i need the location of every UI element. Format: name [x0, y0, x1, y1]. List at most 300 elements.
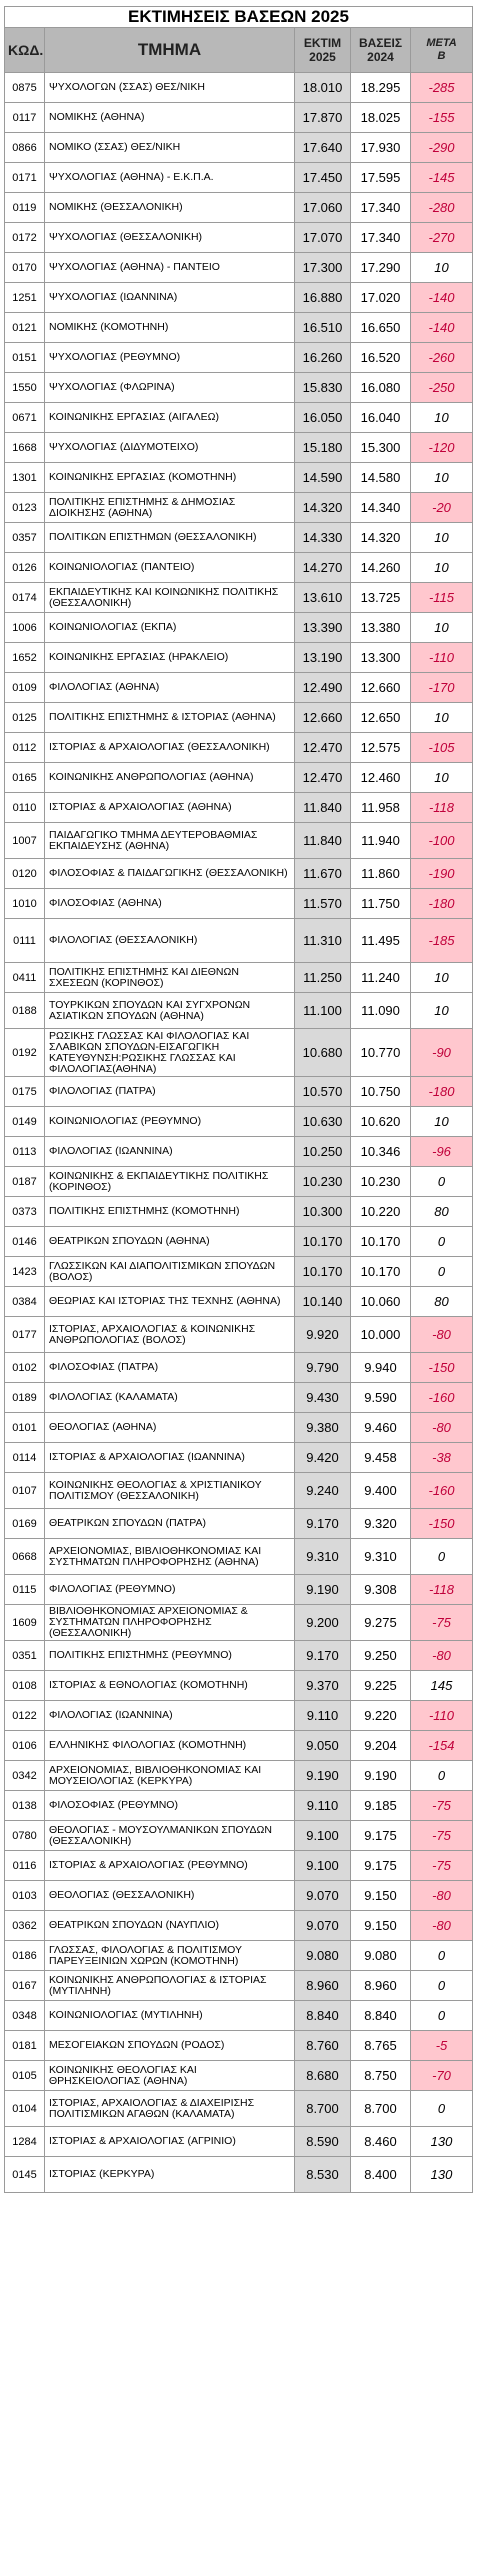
row-difference: -75 [411, 1791, 473, 1821]
row-code: 0123 [5, 493, 45, 523]
row-bases-2024: 12.460 [351, 763, 411, 793]
row-code: 0113 [5, 1137, 45, 1167]
row-difference: -105 [411, 733, 473, 763]
row-estimate-2025: 14.330 [295, 523, 351, 553]
row-bases-2024: 12.660 [351, 673, 411, 703]
row-bases-2024: 9.590 [351, 1383, 411, 1413]
row-difference: -150 [411, 1353, 473, 1383]
row-difference: -80 [411, 1911, 473, 1941]
row-difference: 10 [411, 1107, 473, 1137]
row-estimate-2025: 8.960 [295, 1971, 351, 2001]
table-row[interactable] [5, 493, 473, 523]
table-row[interactable] [5, 1941, 473, 1971]
row-department: ΘΕΑΤΡΙΚΩΝ ΣΠΟΥΔΩΝ (ΠΑΤΡΑ) [45, 1509, 295, 1539]
row-code: 0170 [5, 253, 45, 283]
row-bases-2024: 8.960 [351, 1971, 411, 2001]
row-difference: -75 [411, 1851, 473, 1881]
table-row[interactable] [5, 993, 473, 1029]
row-department: ΤΟΥΡΚΙΚΩΝ ΣΠΟΥΔΩΝ ΚΑΙ ΣΥΓΧΡΟΝΩΝ ΑΣΙΑΤΙΚΩΝ ΣΠΟΥΔΩΝ (ΑΘΗΝΑ) [45, 993, 295, 1029]
row-code: 0171 [5, 163, 45, 193]
row-estimate-2025: 12.470 [295, 763, 351, 793]
row-department: ΒΙΒΛΙΟΘΗΚΟΝΟΜΙΑΣ ΑΡΧΕΙΟΝΟΜΙΑΣ & ΣΥΣΤΗΜΑΤΩΝ ΠΛΗΡΟΦΟΡΗΣΗΣ (ΘΕΣΣΑΛΟΝΙΚΗ) [45, 1605, 295, 1641]
table-row[interactable] [5, 1851, 473, 1881]
table-row[interactable] [5, 919, 473, 963]
table-row[interactable] [5, 1605, 473, 1641]
row-code: 0866 [5, 133, 45, 163]
table-row[interactable] [5, 733, 473, 763]
table-row[interactable] [5, 1671, 473, 1701]
row-difference: -180 [411, 889, 473, 919]
row-code: 0668 [5, 1539, 45, 1575]
row-code: 0111 [5, 919, 45, 963]
table-row[interactable] [5, 1701, 473, 1731]
row-department: ΚΟΙΝΩΝΙΚΗΣ ΕΡΓΑΣΙΑΣ (ΑΙΓΑΛΕΩ) [45, 403, 295, 433]
row-estimate-2025: 16.050 [295, 403, 351, 433]
header-difference-line2: Β [437, 50, 446, 62]
row-code: 0102 [5, 1353, 45, 1383]
row-department: ΙΣΤΟΡΙΑΣ (ΚΕΡΚΥΡΑ) [45, 2157, 295, 2193]
row-department: ΦΙΛΟΣΟΦΙΑΣ (ΡΕΘΥΜΝΟ) [45, 1791, 295, 1821]
row-difference: 10 [411, 253, 473, 283]
row-estimate-2025: 17.450 [295, 163, 351, 193]
row-difference: 130 [411, 2157, 473, 2193]
row-code: 0384 [5, 1287, 45, 1317]
row-department: ΚΟΙΝΩΝΙΚΗΣ ΘΕΟΛΟΓΙΑΣ & ΧΡΙΣΤΙΑΝΙΚΟΥ ΠΟΛΙΤΙΣΜΟΥ (ΘΕΣΣΑΛΟΝΙΚΗ) [45, 1473, 295, 1509]
table-row[interactable] [5, 1137, 473, 1167]
row-code: 0174 [5, 583, 45, 613]
table-row[interactable] [5, 1197, 473, 1227]
row-department: ΨΥΧΟΛΟΓΙΑΣ (ΙΩΑΝΝΙΝΑ) [45, 283, 295, 313]
row-difference: 10 [411, 963, 473, 993]
row-estimate-2025: 8.760 [295, 2031, 351, 2061]
table-row[interactable] [5, 1107, 473, 1137]
row-code: 0175 [5, 1077, 45, 1107]
row-code: 1010 [5, 889, 45, 919]
row-estimate-2025: 8.680 [295, 2061, 351, 2091]
row-estimate-2025: 9.070 [295, 1911, 351, 1941]
table-row[interactable] [5, 283, 473, 313]
row-department: ΠΟΛΙΤΙΚΗΣ ΕΠΙΣΤΗΜΗΣ (ΡΕΘΥΜΝΟ) [45, 1641, 295, 1671]
table-row[interactable] [5, 1167, 473, 1197]
table-row[interactable] [5, 403, 473, 433]
row-estimate-2025: 10.630 [295, 1107, 351, 1137]
row-code: 0114 [5, 1443, 45, 1473]
row-difference: 80 [411, 1287, 473, 1317]
row-bases-2024: 9.190 [351, 1761, 411, 1791]
row-bases-2024: 9.175 [351, 1851, 411, 1881]
table-row[interactable] [5, 963, 473, 993]
row-estimate-2025: 15.180 [295, 433, 351, 463]
row-department: ΨΥΧΟΛΟΓΩΝ (ΣΣΑΣ) ΘΕΣ/ΝΙΚΗ [45, 73, 295, 103]
row-bases-2024: 9.275 [351, 1605, 411, 1641]
row-department: ΚΟΙΝΩΝΙΚΗΣ ΘΕΟΛΟΓΙΑΣ ΚΑΙ ΘΡΗΣΚΕΙΟΛΟΓΙΑΣ (ΑΘΗΝΑ) [45, 2061, 295, 2091]
row-estimate-2025: 10.170 [295, 1257, 351, 1287]
header-code[interactable]: ΚΩΔ. [5, 28, 45, 73]
row-estimate-2025: 9.370 [295, 1671, 351, 1701]
row-code: 0108 [5, 1671, 45, 1701]
row-estimate-2025: 9.430 [295, 1383, 351, 1413]
row-difference: 10 [411, 613, 473, 643]
table-row[interactable] [5, 1575, 473, 1605]
row-code: 0145 [5, 2157, 45, 2193]
row-code: 0362 [5, 1911, 45, 1941]
table-row[interactable] [5, 73, 473, 103]
row-code: 0120 [5, 859, 45, 889]
table-row[interactable] [5, 1227, 473, 1257]
row-code: 0172 [5, 223, 45, 253]
row-bases-2024: 11.940 [351, 823, 411, 859]
table-row[interactable] [5, 703, 473, 733]
table-row[interactable] [5, 823, 473, 859]
table-row[interactable] [5, 1791, 473, 1821]
row-code: 0119 [5, 193, 45, 223]
table-row[interactable] [5, 103, 473, 133]
table-row[interactable] [5, 1509, 473, 1539]
row-bases-2024: 10.750 [351, 1077, 411, 1107]
row-code: 0177 [5, 1317, 45, 1353]
table-row[interactable] [5, 2061, 473, 2091]
row-difference: -180 [411, 1077, 473, 1107]
table-row[interactable] [5, 523, 473, 553]
row-bases-2024: 8.400 [351, 2157, 411, 2193]
row-department: ΨΥΧΟΛΟΓΙΑΣ (ΔΙΔΥΜΟΤΕΙΧΟ) [45, 433, 295, 463]
row-estimate-2025: 9.170 [295, 1509, 351, 1539]
row-department: ΙΣΤΟΡΙΑΣ, ΑΡΧΑΙΟΛΟΓΙΑΣ & ΚΟΙΝΩΝΙΚΗΣ ΑΝΘΡΩΠΟΛΟΓΙΑΣ (ΒΟΛΟΣ) [45, 1317, 295, 1353]
row-difference: 10 [411, 763, 473, 793]
table-row[interactable] [5, 2091, 473, 2127]
row-bases-2024: 12.575 [351, 733, 411, 763]
table-row[interactable] [5, 1881, 473, 1911]
row-estimate-2025: 13.390 [295, 613, 351, 643]
row-department: ΨΥΧΟΛΟΓΙΑΣ (ΘΕΣΣΑΛΟΝΙΚΗ) [45, 223, 295, 253]
table-row[interactable] [5, 1029, 473, 1077]
row-difference: -260 [411, 343, 473, 373]
header-estimate-2025[interactable] [295, 28, 351, 73]
table-row[interactable] [5, 2001, 473, 2031]
estimates-table [4, 6, 473, 2193]
row-code: 0103 [5, 1881, 45, 1911]
table-row[interactable] [5, 1821, 473, 1851]
row-code: 0138 [5, 1791, 45, 1821]
row-code: 0126 [5, 553, 45, 583]
row-estimate-2025: 11.250 [295, 963, 351, 993]
row-department: ΚΟΙΝΩΝΙΚΗΣ ΕΡΓΑΣΙΑΣ (ΚΟΜΟΤΗΝΗ) [45, 463, 295, 493]
estimates-sheet [4, 6, 472, 2193]
row-department: ΠΟΛΙΤΙΚΩΝ ΕΠΙΣΤΗΜΩΝ (ΘΕΣΣΑΛΟΝΙΚΗ) [45, 523, 295, 553]
row-department: ΦΙΛΟΛΟΓΙΑΣ (ΑΘΗΝΑ) [45, 673, 295, 703]
row-department: ΨΥΧΟΛΟΓΙΑΣ (ΦΛΩΡΙΝΑ) [45, 373, 295, 403]
row-difference: 0 [411, 1539, 473, 1575]
row-bases-2024: 17.340 [351, 223, 411, 253]
row-difference: 0 [411, 1761, 473, 1791]
row-department: ΘΕΑΤΡΙΚΩΝ ΣΠΟΥΔΩΝ (ΝΑΥΠΛΙΟ) [45, 1911, 295, 1941]
row-estimate-2025: 9.110 [295, 1701, 351, 1731]
row-department: ΓΛΩΣΣΙΚΩΝ ΚΑΙ ΔΙΑΠΟΛΙΤΙΣΜΙΚΩΝ ΣΠΟΥΔΩΝ (ΒΟΛΟΣ) [45, 1257, 295, 1287]
table-row[interactable] [5, 193, 473, 223]
row-bases-2024: 16.080 [351, 373, 411, 403]
row-difference: 0 [411, 2001, 473, 2031]
row-bases-2024: 11.090 [351, 993, 411, 1029]
row-code: 0151 [5, 343, 45, 373]
row-department: ΑΡΧΕΙΟΝΟΜΙΑΣ, ΒΙΒΛΙΟΘΗΚΟΝΟΜΙΑΣ ΚΑΙ ΜΟΥΣΕΙΟΛΟΓΙΑΣ (ΚΕΡΚΥΡΑ) [45, 1761, 295, 1791]
row-estimate-2025: 17.060 [295, 193, 351, 223]
row-department: ΕΚΠΑΙΔΕΥΤΙΚΗΣ ΚΑΙ ΚΟΙΝΩΝΙΚΗΣ ΠΟΛΙΤΙΚΗΣ (ΘΕΣΣΑΛΟΝΙΚΗ) [45, 583, 295, 613]
row-bases-2024: 18.295 [351, 73, 411, 103]
row-difference: 0 [411, 1941, 473, 1971]
row-difference: -75 [411, 1605, 473, 1641]
row-difference: 0 [411, 1227, 473, 1257]
row-estimate-2025: 9.170 [295, 1641, 351, 1671]
table-row[interactable] [5, 1353, 473, 1383]
table-row[interactable] [5, 1383, 473, 1413]
table-row[interactable] [5, 2031, 473, 2061]
row-bases-2024: 9.400 [351, 1473, 411, 1509]
row-code: 1668 [5, 433, 45, 463]
row-estimate-2025: 8.590 [295, 2127, 351, 2157]
table-row[interactable] [5, 1443, 473, 1473]
row-department: ΑΡΧΕΙΟΝΟΜΙΑΣ, ΒΙΒΛΙΟΘΗΚΟΝΟΜΙΑΣ ΚΑΙ ΣΥΣΤΗΜΑΤΩΝ ΠΛΗΡΟΦΟΡΗΣΗΣ (ΑΘΗΝΑ) [45, 1539, 295, 1575]
row-department: ΦΙΛΟΛΟΓΙΑΣ (ΚΑΛΑΜΑΤΑ) [45, 1383, 295, 1413]
row-bases-2024: 8.840 [351, 2001, 411, 2031]
row-department: ΚΟΙΝΩΝΙΟΛΟΓΙΑΣ (ΠΑΝΤΕΙΟ) [45, 553, 295, 583]
row-bases-2024: 13.380 [351, 613, 411, 643]
row-difference: -150 [411, 1509, 473, 1539]
row-department: ΠΑΙΔΑΓΩΓΙΚΟ ΤΜΗΜΑ ΔΕΥΤΕΡΟΒΑΘΜΙΑΣ ΕΚΠΑΙΔΕΥΣΗΣ (ΑΘΗΝΑ) [45, 823, 295, 859]
row-department: ΚΟΙΝΩΝΙΚΗΣ ΑΝΘΡΩΠΟΛΟΓΙΑΣ (ΑΘΗΝΑ) [45, 763, 295, 793]
row-bases-2024: 9.150 [351, 1881, 411, 1911]
row-bases-2024: 14.320 [351, 523, 411, 553]
table-row[interactable] [5, 583, 473, 613]
row-bases-2024: 11.958 [351, 793, 411, 823]
row-department: ΘΕΟΛΟΓΙΑΣ - ΜΟΥΣΟΥΛΜΑΝΙΚΩΝ ΣΠΟΥΔΩΝ (ΘΕΣΣΑΛΟΝΙΚΗ) [45, 1821, 295, 1851]
table-row[interactable] [5, 2157, 473, 2193]
row-bases-2024: 9.080 [351, 1941, 411, 1971]
row-estimate-2025: 8.530 [295, 2157, 351, 2193]
row-difference: -280 [411, 193, 473, 223]
row-department: ΚΟΙΝΩΝΙΟΛΟΓΙΑΣ (ΡΕΘΥΜΝΟ) [45, 1107, 295, 1137]
table-row[interactable] [5, 613, 473, 643]
row-department: ΚΟΙΝΩΝΙΟΛΟΓΙΑΣ (ΜΥΤΙΛΗΝΗ) [45, 2001, 295, 2031]
row-difference: -145 [411, 163, 473, 193]
row-bases-2024: 9.310 [351, 1539, 411, 1575]
row-code: 0112 [5, 733, 45, 763]
table-row[interactable] [5, 253, 473, 283]
table-row[interactable] [5, 373, 473, 403]
table-row[interactable] [5, 859, 473, 889]
table-row[interactable] [5, 1731, 473, 1761]
row-estimate-2025: 9.100 [295, 1851, 351, 1881]
row-estimate-2025: 13.190 [295, 643, 351, 673]
table-row[interactable] [5, 343, 473, 373]
table-row[interactable] [5, 463, 473, 493]
row-bases-2024: 10.346 [351, 1137, 411, 1167]
row-code: 1284 [5, 2127, 45, 2157]
row-difference: 80 [411, 1197, 473, 1227]
row-difference: -80 [411, 1881, 473, 1911]
row-estimate-2025: 9.110 [295, 1791, 351, 1821]
table-row[interactable] [5, 1911, 473, 1941]
table-row[interactable] [5, 889, 473, 919]
row-department: ΦΙΛΟΛΟΓΙΑΣ (ΘΕΣΣΑΛΟΝΙΚΗ) [45, 919, 295, 963]
row-estimate-2025: 15.830 [295, 373, 351, 403]
table-row[interactable] [5, 1539, 473, 1575]
table-row[interactable] [5, 1641, 473, 1671]
row-code: 0106 [5, 1731, 45, 1761]
row-difference: 0 [411, 1167, 473, 1197]
row-bases-2024: 9.320 [351, 1509, 411, 1539]
row-bases-2024: 13.300 [351, 643, 411, 673]
table-row[interactable] [5, 1971, 473, 2001]
table-row[interactable] [5, 223, 473, 253]
row-difference: -20 [411, 493, 473, 523]
row-bases-2024: 9.150 [351, 1911, 411, 1941]
table-row[interactable] [5, 1317, 473, 1353]
row-code: 0351 [5, 1641, 45, 1671]
row-bases-2024: 16.040 [351, 403, 411, 433]
row-bases-2024: 17.340 [351, 193, 411, 223]
row-estimate-2025: 16.260 [295, 343, 351, 373]
header-department[interactable]: ΤΜΗΜΑ [45, 28, 295, 73]
row-code: 0101 [5, 1413, 45, 1443]
table-row[interactable] [5, 1761, 473, 1791]
header-bases-2024[interactable] [351, 28, 411, 73]
row-estimate-2025: 9.420 [295, 1443, 351, 1473]
row-department: ΓΛΩΣΣΑΣ, ΦΙΛΟΛΟΓΙΑΣ & ΠΟΛΙΤΙΣΜΟΥ ΠΑΡΕΥΞΕΙΝΙΩΝ ΧΩΡΩΝ (ΚΟΜΟΤΗΝΗ) [45, 1941, 295, 1971]
row-difference: -185 [411, 919, 473, 963]
table-row[interactable] [5, 133, 473, 163]
row-difference: 10 [411, 523, 473, 553]
row-bases-2024: 10.000 [351, 1317, 411, 1353]
row-bases-2024: 10.170 [351, 1257, 411, 1287]
row-difference: -170 [411, 673, 473, 703]
row-estimate-2025: 9.380 [295, 1413, 351, 1443]
row-bases-2024: 8.750 [351, 2061, 411, 2091]
row-bases-2024: 11.495 [351, 919, 411, 963]
row-department: ΚΟΙΝΩΝΙΚΗΣ & ΕΚΠΑΙΔΕΥΤΙΚΗΣ ΠΟΛΙΤΙΚΗΣ (ΚΟΡΙΝΘΟΣ) [45, 1167, 295, 1197]
row-code: 0875 [5, 73, 45, 103]
row-difference: 10 [411, 703, 473, 733]
row-department: ΦΙΛΟΛΟΓΙΑΣ (ΙΩΑΝΝΙΝΑ) [45, 1701, 295, 1731]
row-code: 1609 [5, 1605, 45, 1641]
header-row [5, 28, 473, 73]
row-estimate-2025: 11.840 [295, 793, 351, 823]
row-department: ΦΙΛΟΛΟΓΙΑΣ (ΠΑΤΡΑ) [45, 1077, 295, 1107]
row-code: 0780 [5, 1821, 45, 1851]
row-department: ΝΟΜΙΚΗΣ (ΑΘΗΝΑ) [45, 103, 295, 133]
row-estimate-2025: 14.320 [295, 493, 351, 523]
row-bases-2024: 18.025 [351, 103, 411, 133]
row-department: ΘΕΟΛΟΓΙΑΣ (ΑΘΗΝΑ) [45, 1413, 295, 1443]
title-row [5, 7, 473, 28]
table-row[interactable] [5, 763, 473, 793]
row-difference: -140 [411, 283, 473, 313]
row-difference: -110 [411, 1701, 473, 1731]
header-difference[interactable] [411, 28, 473, 73]
row-difference: 0 [411, 1971, 473, 2001]
row-department: ΡΩΣΙΚΗΣ ΓΛΩΣΣΑΣ ΚΑΙ ΦΙΛΟΛΟΓΙΑΣ ΚΑΙ ΣΛΑΒΙΚΩΝ ΣΠΟΥΔΩΝ-ΕΙΣΑΓΩΓΙΚΗ ΚΑΤΕΥΘΥΝΣΗ:ΡΩΣΙΚΗΣ ΓΛΩΣΣΑΣ ΚΑΙ ΦΙΛΟΛΟΓΙΑΣ(ΑΘΗΝΑ) [45, 1029, 295, 1077]
row-department: ΨΥΧΟΛΟΓΙΑΣ (ΑΘΗΝΑ) - Ε.Κ.Π.Α. [45, 163, 295, 193]
row-department: ΙΣΤΟΡΙΑΣ & ΕΘΝΟΛΟΓΙΑΣ (ΚΟΜΟΤΗΝΗ) [45, 1671, 295, 1701]
row-estimate-2025: 10.230 [295, 1167, 351, 1197]
table-row[interactable] [5, 1257, 473, 1287]
row-code: 1301 [5, 463, 45, 493]
row-estimate-2025: 9.070 [295, 1881, 351, 1911]
row-code: 0110 [5, 793, 45, 823]
sheet-title: ΕΚΤΙΜΗΣΕΙΣ ΒΑΣΕΩΝ 2025 [5, 7, 473, 28]
row-code: 0357 [5, 523, 45, 553]
table-row[interactable] [5, 163, 473, 193]
row-department: ΝΟΜΙΚΗΣ (ΚΟΜΟΤΗΝΗ) [45, 313, 295, 343]
table-row[interactable] [5, 673, 473, 703]
table-row[interactable] [5, 1287, 473, 1317]
row-bases-2024: 9.940 [351, 1353, 411, 1383]
row-difference: 10 [411, 463, 473, 493]
row-difference: -96 [411, 1137, 473, 1167]
row-estimate-2025: 12.660 [295, 703, 351, 733]
row-code: 0109 [5, 673, 45, 703]
row-difference: -270 [411, 223, 473, 253]
row-bases-2024: 10.230 [351, 1167, 411, 1197]
row-estimate-2025: 8.700 [295, 2091, 351, 2127]
row-department: ΕΛΛΗΝΙΚΗΣ ΦΙΛΟΛΟΓΙΑΣ (ΚΟΜΟΤΗΝΗ) [45, 1731, 295, 1761]
row-difference: -290 [411, 133, 473, 163]
row-bases-2024: 8.700 [351, 2091, 411, 2127]
table-row[interactable] [5, 313, 473, 343]
row-bases-2024: 10.220 [351, 1197, 411, 1227]
row-estimate-2025: 12.490 [295, 673, 351, 703]
header-difference-line1: ΜΕΤΑ [426, 37, 457, 49]
row-estimate-2025: 18.010 [295, 73, 351, 103]
row-bases-2024: 10.620 [351, 1107, 411, 1137]
row-estimate-2025: 10.680 [295, 1029, 351, 1077]
row-estimate-2025: 17.300 [295, 253, 351, 283]
table-row[interactable] [5, 793, 473, 823]
row-estimate-2025: 16.510 [295, 313, 351, 343]
row-difference: -250 [411, 373, 473, 403]
table-row[interactable] [5, 1413, 473, 1443]
row-difference: 0 [411, 2091, 473, 2127]
row-estimate-2025: 9.050 [295, 1731, 351, 1761]
row-department: ΨΥΧΟΛΟΓΙΑΣ (ΑΘΗΝΑ) - ΠΑΝΤΕΙΟ [45, 253, 295, 283]
row-bases-2024: 14.340 [351, 493, 411, 523]
table-row[interactable] [5, 433, 473, 463]
row-difference: -154 [411, 1731, 473, 1761]
row-bases-2024: 17.930 [351, 133, 411, 163]
row-bases-2024: 16.520 [351, 343, 411, 373]
row-department: ΘΕΟΛΟΓΙΑΣ (ΘΕΣΣΑΛΟΝΙΚΗ) [45, 1881, 295, 1911]
row-estimate-2025: 9.240 [295, 1473, 351, 1509]
row-bases-2024: 9.225 [351, 1671, 411, 1701]
row-code: 0186 [5, 1941, 45, 1971]
row-estimate-2025: 10.140 [295, 1287, 351, 1317]
row-code: 1251 [5, 283, 45, 313]
row-difference: 0 [411, 1257, 473, 1287]
table-row[interactable] [5, 1473, 473, 1509]
row-department: ΙΣΤΟΡΙΑΣ, ΑΡΧΑΙΟΛΟΓΙΑΣ & ΔΙΑΧΕΙΡΙΣΗΣ ΠΟΛΙΤΙΣΜΙΚΩΝ ΑΓΑΘΩΝ (ΚΑΛΑΜΑΤΑ) [45, 2091, 295, 2127]
table-row[interactable] [5, 2127, 473, 2157]
row-code: 0116 [5, 1851, 45, 1881]
row-difference: 10 [411, 553, 473, 583]
row-department: ΦΙΛΟΛΟΓΙΑΣ (ΙΩΑΝΝΙΝΑ) [45, 1137, 295, 1167]
row-department: ΠΟΛΙΤΙΚΗΣ ΕΠΙΣΤΗΜΗΣ (ΚΟΜΟΤΗΝΗ) [45, 1197, 295, 1227]
row-estimate-2025: 11.840 [295, 823, 351, 859]
row-estimate-2025: 17.070 [295, 223, 351, 253]
row-department: ΦΙΛΟΣΟΦΙΑΣ (ΑΘΗΝΑ) [45, 889, 295, 919]
table-row[interactable] [5, 553, 473, 583]
table-row[interactable] [5, 1077, 473, 1107]
row-bases-2024: 9.185 [351, 1791, 411, 1821]
table-row[interactable] [5, 643, 473, 673]
